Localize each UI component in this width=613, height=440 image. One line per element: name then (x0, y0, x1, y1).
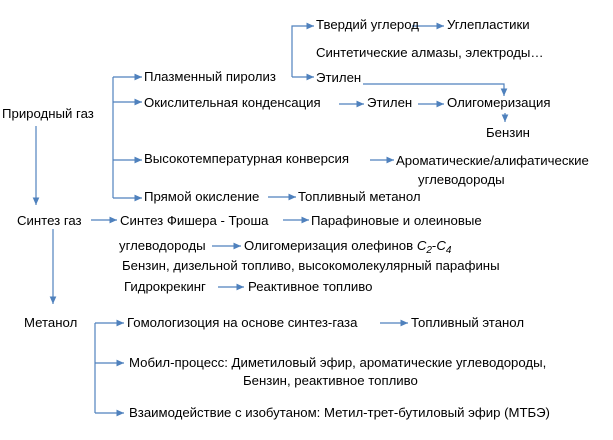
node-syngas: Синтез газ (17, 213, 82, 228)
node-oxidative-condensation: Окислительная конденсация (144, 95, 321, 110)
node-natural-gas: Природный газ (2, 106, 94, 121)
c4-letter: C (436, 238, 446, 253)
node-fuel-ethanol: Топливный этанол (411, 315, 525, 330)
node-fuels-line: Бензин, дизельной топливо, высокомолекулярный парафины (122, 258, 500, 273)
c4-subscript: 4 (445, 245, 452, 256)
olefin-oligomerization-label: Олигомеризация олефинов (244, 238, 414, 253)
range-dash: - (431, 238, 437, 253)
node-hydrocracking: Гидрокрекинг (124, 279, 206, 294)
node-paraffin-olefin-line2: углеводороды (119, 238, 206, 253)
node-isobutane-interaction: Взаимодействие с изобутаном: Метил-трет-бутиловый эфир (МТБЭ) (129, 405, 550, 420)
node-synthetic-diamonds: Синтетические алмазы, электроды… (316, 45, 544, 60)
node-olefin-oligomerization (244, 238, 451, 259)
node-jet-fuel-1: Реактивное топливо (248, 279, 373, 294)
node-aromatics-line2: углеводороды (418, 172, 505, 187)
node-solid-carbon: Твердий углерод (316, 17, 420, 32)
node-paraffin-olefin-line1: Парафиновые и олеиновые (311, 213, 482, 228)
node-ethylene-2: Этилен (367, 95, 413, 110)
node-oligomerization-1: Олигомеризация (447, 95, 551, 110)
c2-letter: C (416, 238, 427, 253)
node-fischer-tropsch: Синтез Фишера - Троша (120, 213, 269, 228)
node-direct-oxidation: Прямой окисление (144, 189, 260, 204)
node-high-temp-conversion: Высокотемпературная конверсия (144, 151, 350, 166)
node-aromatics-line1: Ароматические/алифатические (396, 153, 589, 168)
node-methanol: Метанол (24, 315, 78, 330)
node-mobil-line2: Бензин, реактивное топливо (243, 373, 418, 388)
node-carbon-plastics: Углепластики (447, 17, 530, 32)
node-homologation: Гомологизоция на основе синтез-газа (127, 315, 358, 330)
edge-to-solid-carbon (292, 26, 314, 77)
node-ethylene-1: Этилен (316, 70, 362, 85)
node-fuel-methanol: Топливный метанол (298, 189, 421, 204)
c2-subscript: 2 (426, 245, 432, 256)
node-mobil-line1: Мобил-процесс: Диметиловый эфир, ароматические углеводороды, (129, 355, 547, 370)
node-plasma-pyrolysis: Плазменный пиролиз (144, 69, 276, 84)
node-gasoline-1: Бензин (486, 125, 530, 140)
